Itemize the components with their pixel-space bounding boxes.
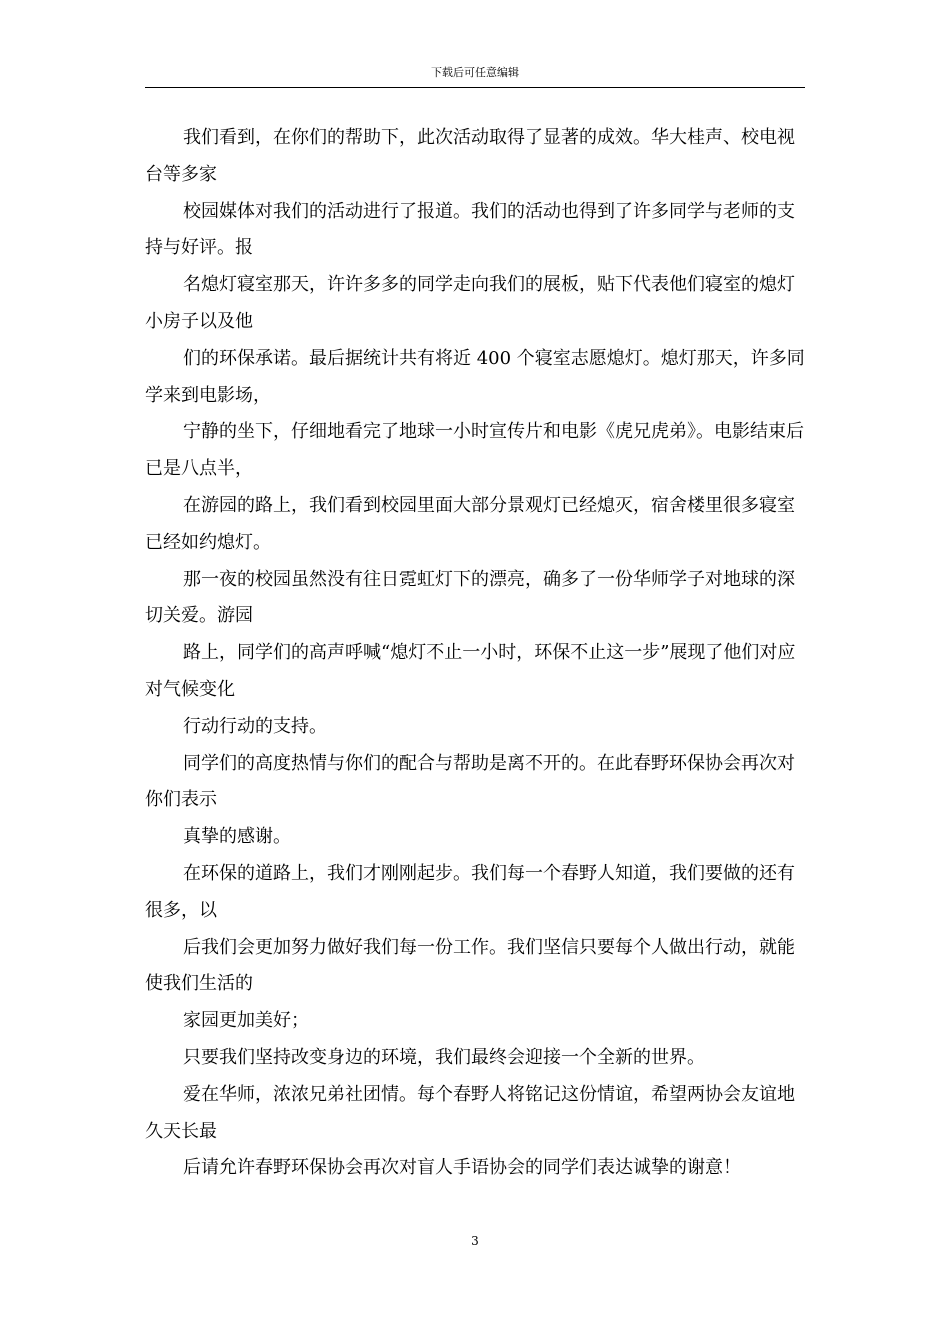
page-header: 下载后可任意编辑	[431, 66, 519, 79]
paragraph: 后我们会更加努力做好我们每一份工作。我们坚信只要每个人做出行动，就能使我们生活的	[145, 936, 795, 995]
paragraph: 家园更加美好；	[183, 1010, 309, 1032]
paragraph: 我们看到，在你们的帮助下，此次活动取得了显著的成效。华大桂声、校电视台等多家	[145, 127, 795, 185]
paragraph: 那一夜的校园虽然没有往日霓虹灯下的漂亮，确多了一份华师学子对地球的深切关爱。游园	[145, 568, 795, 627]
header-divider	[145, 87, 805, 88]
page-number: 3	[471, 1234, 479, 1248]
paragraph: 同学们的高度热情与你们的配合与帮助是离不开的。在此春野环保协会再次对你们表示	[145, 752, 795, 811]
paragraph: 在环保的道路上，我们才刚刚起步。我们每一个春野人知道，我们要做的还有很多，以	[145, 862, 795, 921]
paragraph: 名熄灯寝室那天，许许多多的同学走向我们的展板，贴下代表他们寝室的熄灯小房子以及他	[145, 274, 795, 332]
paragraph: 爱在华师，浓浓兄弟社团情。每个春野人将铭记这份情谊，希望两协会友谊地久天长最	[145, 1083, 795, 1142]
paragraph: 真挚的感谢。	[183, 826, 291, 848]
paragraph: 们的环保承诺。最后据统计共有将近 400 个寝室志愿熄灯。熄灯那天，许多同学来到电影场，	[145, 347, 805, 406]
paragraph: 路上，同学们的高声呼喊“熄灯不止一小时，环保不止这一步”展现了他们对应对气候变化	[145, 642, 796, 700]
paragraph: 只要我们坚持改变身边的环境，我们最终会迎接一个全新的世界。	[183, 1046, 705, 1068]
paragraph: 在游园的路上，我们看到校园里面大部分景观灯已经熄灭，宿舍楼里很多寝室已经如约熄灯。	[145, 494, 795, 553]
paragraph: 行动行动的支持。	[183, 715, 327, 737]
document-body	[145, 120, 807, 1187]
paragraph: 后请允许春野环保协会再次对盲人手语协会的同学们表达诚挚的谢意！	[183, 1157, 741, 1179]
paragraph: 校园媒体对我们的活动进行了报道。我们的活动也得到了许多同学与老师的支持与好评。报	[145, 200, 795, 259]
paragraph: 宁静的坐下，仔细地看完了地球一小时宣传片和电影《虎兄虎弟》。电影结束后已是八点半，	[145, 421, 804, 480]
